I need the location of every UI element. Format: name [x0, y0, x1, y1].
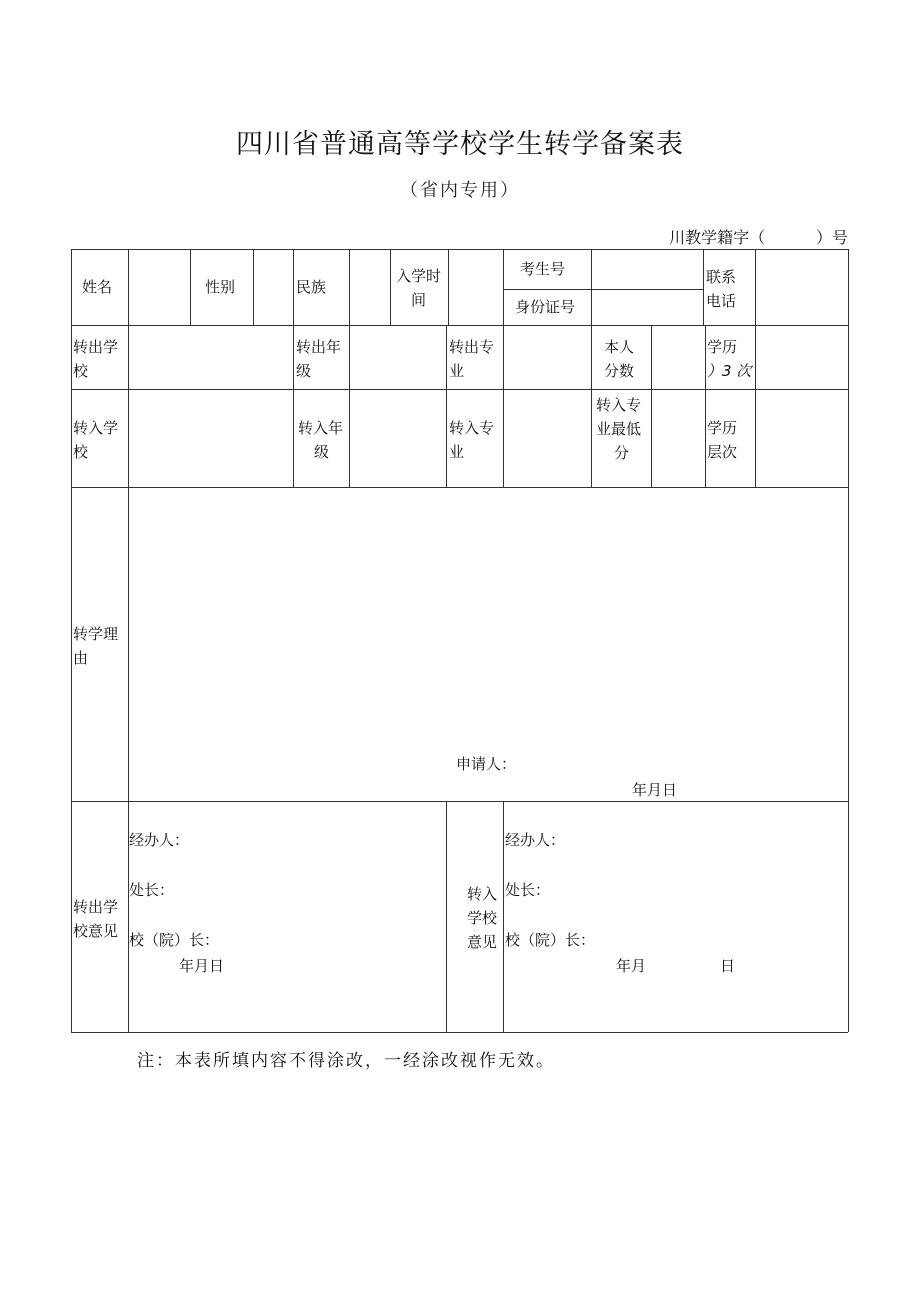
label-out-president: 校（院）长：	[129, 931, 220, 949]
label-out-opinion-1: 转出学	[73, 898, 119, 916]
label-applicant: 申请人：	[456, 755, 517, 773]
label-out-major-2: 业	[449, 362, 465, 380]
label-in-handler: 经办人：	[505, 831, 566, 849]
label-min-score-1: 转入专	[596, 396, 642, 414]
label-in-school-2: 校	[73, 443, 89, 461]
label-min-score-3: 分	[614, 444, 630, 462]
label-out-director: 处长：	[129, 881, 175, 899]
label-enroll-time-2: 间	[411, 291, 427, 309]
label-ethnicity: 民族	[296, 278, 327, 296]
label-in-president: 校（院）长：	[505, 931, 596, 949]
label-id-number: 身份证号	[515, 298, 576, 316]
label-score-1: 本人	[604, 338, 635, 356]
label-in-major-2: 业	[449, 443, 465, 461]
label-in-major-1: 转入专	[449, 419, 495, 437]
label-in-date-ym: 年月	[616, 957, 647, 975]
label-in-opinion-3: 意见	[467, 933, 498, 951]
label-in-opinion-2: 学校	[467, 909, 498, 927]
label-reason-2: 由	[73, 649, 89, 667]
label-out-grade-2: 级	[296, 362, 312, 380]
label-edu-level-1: 学历	[707, 419, 738, 437]
label-phone-1: 联系	[706, 268, 737, 286]
label-exam-number: 考生号	[520, 260, 566, 278]
label-edu-1: 学历	[707, 338, 738, 356]
form-title: 四川省普通高等学校学生转学备案表	[236, 129, 684, 160]
form-subtitle: （省内专用）	[400, 180, 520, 201]
label-out-major-1: 转出专	[449, 338, 495, 356]
label-edu-level-2: 层次	[707, 443, 738, 461]
label-out-opinion-2: 校意见	[73, 922, 119, 940]
label-out-school-1: 转出学	[73, 338, 119, 356]
label-in-director: 处长：	[505, 881, 551, 899]
label-in-date-d: 日	[720, 957, 736, 975]
file-number: 川教学籍字（ ）号	[669, 228, 848, 247]
label-reason-date: 年月日	[632, 781, 678, 799]
label-out-grade-1: 转出年	[296, 338, 342, 356]
label-reason-1: 转学理	[73, 625, 119, 643]
label-in-grade-2: 级	[314, 443, 330, 461]
label-name: 姓名	[82, 278, 113, 296]
footnote: 注：本表所填内容不得涂改，一经涂改视作无效。	[137, 1051, 555, 1071]
label-score-2: 分数	[604, 362, 635, 380]
label-out-handler: 经办人：	[129, 831, 190, 849]
label-min-score-2: 业最低	[596, 420, 642, 438]
label-in-grade-1: 转入年	[298, 419, 344, 437]
label-enroll-time-1: 入学时	[396, 267, 442, 285]
label-out-date: 年月日	[179, 957, 225, 975]
label-out-school-2: 校	[73, 362, 89, 380]
label-in-opinion-1: 转入	[467, 885, 498, 903]
label-edu-2: ）3 次	[707, 362, 752, 380]
label-phone-2: 电话	[706, 292, 737, 310]
label-in-school-1: 转入学	[73, 419, 119, 437]
label-gender: 性别	[205, 278, 236, 296]
